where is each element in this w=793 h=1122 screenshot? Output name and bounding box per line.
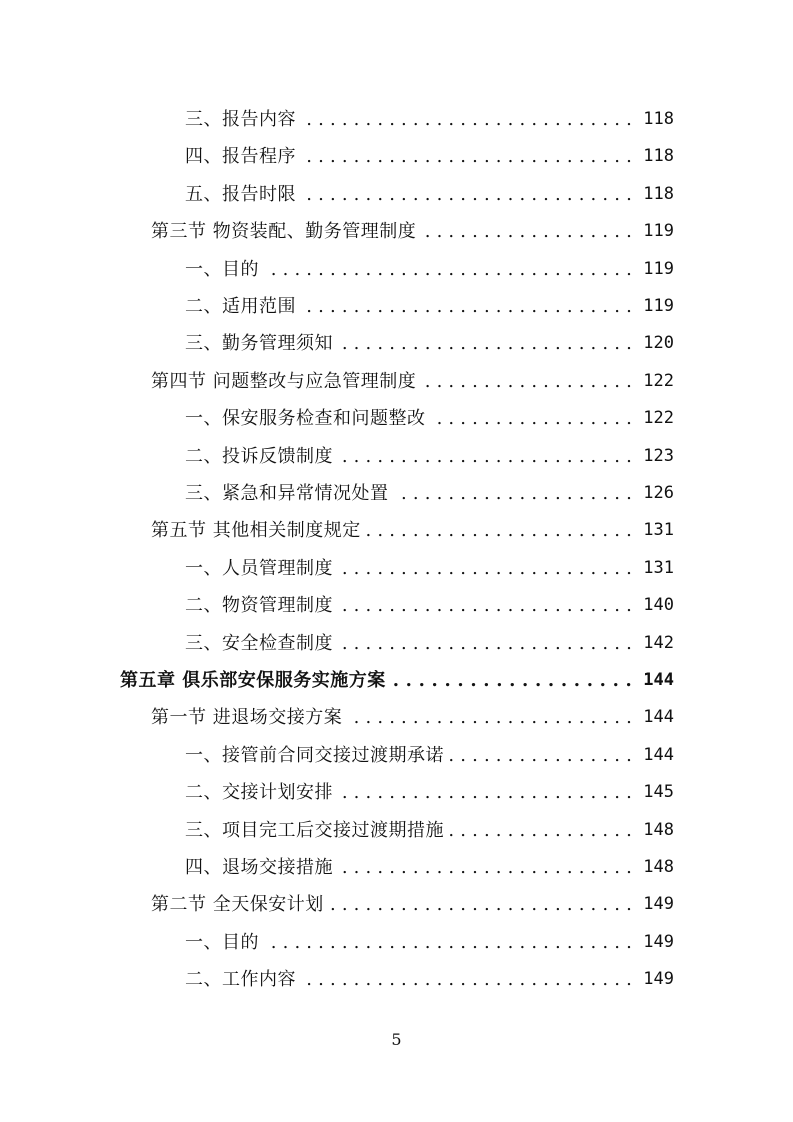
- toc-entry-title: 一、目的: [185, 931, 259, 953]
- toc-entry-title: 三、项目完工后交接过渡期措施: [185, 819, 444, 841]
- toc-entry-page: 122: [643, 370, 674, 391]
- toc-entry-page: 144: [643, 707, 674, 728]
- toc-entry-title: 三、报告内容: [185, 109, 296, 130]
- toc-entry-title: 四、退场交接措施: [185, 857, 333, 878]
- toc-entry: [120, 662, 674, 699]
- toc-entry: [185, 101, 674, 138]
- toc-entry: [185, 438, 674, 475]
- toc-entry-page: 131: [643, 520, 674, 541]
- toc-entry-title: 一、目的: [185, 258, 259, 280]
- page-number: 5: [391, 1030, 402, 1049]
- toc-leader-dots: [302, 176, 632, 213]
- toc-entry: [185, 400, 674, 437]
- toc-entry-title: 二、投诉反馈制度: [185, 445, 333, 467]
- toc-entry-page: 148: [643, 819, 674, 840]
- toc-leader-dots: [339, 849, 632, 886]
- toc-entry: [151, 213, 674, 250]
- toc-leader-dots: [302, 961, 632, 998]
- toc-leader-dots: [450, 737, 632, 774]
- toc-entry: [185, 924, 674, 961]
- toc-entry-page: 118: [643, 146, 674, 167]
- toc-leader-dots: [339, 550, 632, 587]
- toc-leader-dots: [395, 475, 633, 512]
- toc-entry-page: 123: [643, 445, 674, 466]
- toc-entry: [185, 176, 674, 213]
- toc-entry-title: 二、工作内容: [185, 969, 296, 991]
- toc-entry-page: 142: [643, 632, 674, 653]
- toc-entry: [151, 363, 674, 400]
- toc-entry-title: 一、人员管理制度: [185, 557, 333, 579]
- toc-entry-page: 119: [643, 221, 674, 242]
- toc-entry-title: 一、接管前合同交接过渡期承诺: [185, 744, 444, 766]
- toc-entry: [185, 587, 674, 624]
- toc-entry-title: 三、安全检查制度: [185, 632, 333, 654]
- toc-entry: [185, 325, 674, 362]
- toc-entry-page: 144: [643, 744, 674, 765]
- toc-entry-page: 149: [643, 894, 674, 915]
- toc-entry-title: 五、报告时限: [185, 183, 296, 205]
- toc-leader-dots: [339, 774, 632, 811]
- toc-entry-title: 一、保安服务检查和问题整改: [185, 408, 426, 430]
- toc-entry: [151, 886, 674, 923]
- toc-entry: [185, 961, 674, 998]
- toc-entry: [185, 288, 674, 325]
- toc-leader-dots: [392, 662, 632, 699]
- toc-entry-page: 149: [643, 969, 674, 990]
- toc-entry-title: 三、勤务管理须知: [185, 333, 333, 355]
- toc-leader-dots: [330, 886, 632, 923]
- toc-entry: [185, 138, 674, 175]
- toc-entry-page: 148: [643, 857, 674, 877]
- toc-entry: [185, 849, 674, 886]
- toc-entry: [151, 512, 674, 549]
- toc-entry-title: 第二节 全天保安计划: [151, 894, 324, 916]
- toc-entry-page: 144: [643, 670, 674, 690]
- toc-entry-title: 第一节 进退场交接方案: [151, 707, 343, 729]
- toc-entry: [151, 699, 674, 736]
- toc-entry-title: 二、交接计划安排: [185, 782, 333, 804]
- toc-entry-title: 二、适用范围: [185, 296, 296, 317]
- toc-entry-title: 第三节 物资装配、勤务管理制度: [151, 221, 417, 243]
- toc-entry-page: 122: [643, 408, 674, 429]
- toc-entry: [185, 625, 674, 662]
- toc-entry: [185, 550, 674, 587]
- toc-leader-dots: [339, 438, 632, 475]
- toc-leader-dots: [422, 213, 632, 250]
- toc-leader-dots: [367, 512, 632, 549]
- toc-entry-title: 第五章 俱乐部安保服务实施方案: [120, 670, 386, 691]
- toc-entry-page: 118: [643, 183, 674, 204]
- toc-entry-page: 140: [643, 595, 674, 616]
- toc-entry-page: 126: [643, 483, 674, 503]
- toc-entry-page: 131: [643, 557, 674, 578]
- toc-entry-title: 四、报告程序: [185, 146, 296, 168]
- toc-entry-page: 118: [643, 109, 674, 129]
- toc-entry: [185, 475, 674, 512]
- toc-leader-dots: [265, 251, 632, 288]
- toc-entry: [185, 251, 674, 288]
- toc-entry-title: 三、紧急和异常情况处置: [185, 483, 389, 504]
- toc-leader-dots: [265, 924, 632, 961]
- toc-entry-page: 149: [643, 931, 674, 952]
- toc-entry: [185, 737, 674, 774]
- toc-leader-dots: [339, 587, 632, 624]
- toc-leader-dots: [450, 812, 632, 849]
- toc-leader-dots: [302, 288, 632, 325]
- toc-leader-dots: [302, 101, 632, 138]
- toc-entry: [185, 774, 674, 811]
- toc-entry-title: 第五节 其他相关制度规定: [151, 520, 361, 542]
- toc-entry: [185, 812, 674, 849]
- toc-leader-dots: [348, 699, 632, 736]
- toc-entry-page: 119: [643, 296, 674, 316]
- toc-entry-title: 第四节 问题整改与应急管理制度: [151, 370, 417, 392]
- toc-entry-page: 119: [643, 258, 674, 279]
- toc-leader-dots: [422, 363, 632, 400]
- toc-leader-dots: [339, 625, 632, 662]
- toc-entry-page: 145: [643, 782, 674, 803]
- toc-entry-page: 120: [643, 333, 674, 354]
- toc-leader-dots: [302, 138, 632, 175]
- toc-leader-dots: [432, 400, 633, 437]
- toc-entry-title: 二、物资管理制度: [185, 595, 333, 617]
- toc-leader-dots: [339, 325, 632, 362]
